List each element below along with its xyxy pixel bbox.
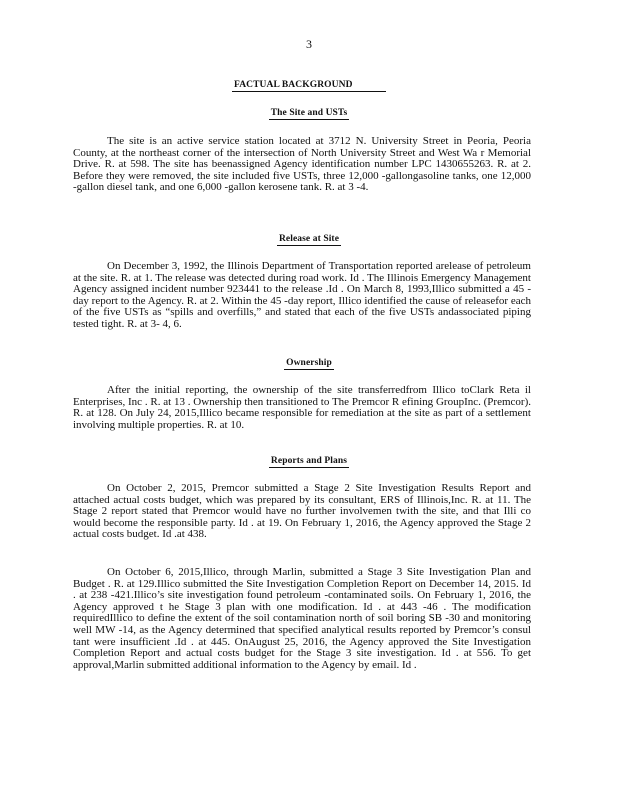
- factual-background-heading-text: FACTUAL BACKGROUND: [232, 80, 386, 92]
- section-heading-reports-plans: [0, 456, 618, 468]
- section-heading-ownership: [0, 358, 618, 370]
- section-heading-text: Reports and Plans: [270, 456, 348, 466]
- page-number: 3: [306, 37, 312, 51]
- section-heading-text: Release at Site: [278, 234, 340, 244]
- paragraph-ownership: After the initial reporting, the ownership of the site transferredfrom Illico toClark Reta il Enterprises, Inc . R. at 13 . Ownership then transitioned to The Premcor R efining GroupInc. (Premcor). R. at 128. On July 24, 2015,Illico became responsible for remediation at the site as part of a settlement involving multiple properties. R. at 10.: [73, 384, 531, 431]
- section-heading-text: Ownership: [286, 358, 332, 368]
- section-heading-text: The Site and USTs: [270, 108, 348, 118]
- section-heading-release: [0, 234, 618, 246]
- paragraph-release: On December 3, 1992, the Illinois Department of Transportation reported arelease of petroleum at the site. R. at 1. The release was detected during road work. Id . The Illinois Emergency Management Agency assigned incident number 923441 to the release .Id . On March 8, 1993,Illico submitted a 45 -day report to the Agency. R. at 2. Within the 45 -day report, Illico identified the cause of releasefor each of the five USTs as “spills and overfills,” and stated that each of the five USTs andassociated piping tested tight. R. at 3- 4, 6.: [73, 260, 531, 330]
- factual-background-heading: [0, 80, 618, 92]
- paragraph-site-description: The site is an active service station located at 3712 N. University Street in Peoria, Peoria County, at the northeast corner of the intersection of North University Street and West Wa r Memorial Drive. R. at 598. The site has beenassigned Agency identification number LPC 1430655263. R. at 2. Before they were removed, the site included five USTs, three 12,000 -gallongasoline tanks, one 12,000 -gallon diesel tank, and one 6,000 -gallon kerosene tank. R. at 3 -4.: [73, 135, 531, 194]
- paragraph-stage3-plan: On October 6, 2015,Illico, through Marlin, submitted a Stage 3 Site Investigation Plan and Budget . R. at 129.Illico submitted the Site Investigation Completion Report on December 14, 2015. Id . at 238 -421.Illico’s site investigation found petroleum -contaminated soils. On February 1, 2016, the Agency approved t he Stage 3 plan with one modification. Id . at 443 -46 . The modification requiredIllico to define the extent of the soil contamination north of soil boring SB -30 and monitoring well MW -14, as the Agency determined that specified analytical results reported by Premcor’s consul tant were insufficient .Id . at 445. OnAugust 25, 2016, the Agency approved the Site Investigation Completion Report and actual costs budget for the Stage 3 site investigation. Id . at 556. To get approval,Marlin submitted additional information to the Agency by email. Id .: [73, 566, 531, 671]
- paragraph-stage2-report: On October 2, 2015, Premcor submitted a Stage 2 Site Investigation Results Report and attached actual costs budget, which was prepared by its consultant, ERS of Illinois,Inc. R. at 11. The Stage 2 report stated that Premcor would have no further involvemen twith the site, and that Illi co would become the responsible party. Id . at 19. On February 1, 2016, the Agency approved the Stage 2 actual costs budget. Id .at 438.: [73, 482, 531, 541]
- section-heading-site-usts: [0, 108, 618, 120]
